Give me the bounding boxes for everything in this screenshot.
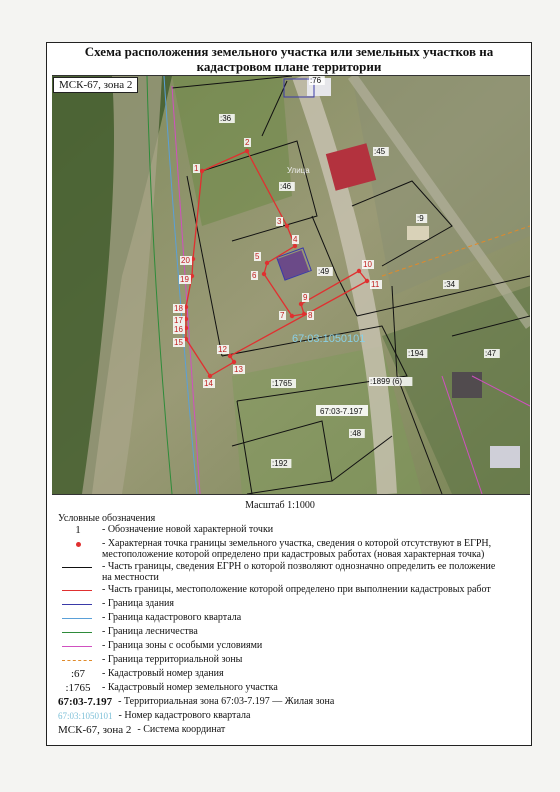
legend-item <box>58 598 498 611</box>
legend-symbol <box>58 626 98 638</box>
legend-item <box>58 710 498 723</box>
road-label: Улица <box>287 166 310 175</box>
parcel-number-label: :48 <box>350 429 362 438</box>
legend-item <box>58 538 498 560</box>
line-sample-icon <box>62 632 92 633</box>
boundary-point-label: 16 <box>174 325 183 334</box>
boundary-point-label: 11 <box>371 280 380 289</box>
legend-text: - Характерная точка границы земельного участка, сведения о которой отсутствуют в ЕГРН, местоположение которой определено при кадастровых работах (новая характерная точка) <box>102 538 492 560</box>
parcel-number-label: :34 <box>444 280 456 289</box>
line-sample-icon <box>62 567 92 568</box>
legend-text: - Кадастровый номер здания <box>102 668 224 679</box>
boundary-point-marker <box>365 279 369 283</box>
parcel-number-label: :47 <box>485 349 497 358</box>
legend-symbol-text: МСК-67, зона 2 <box>58 723 132 736</box>
legend-symbol <box>58 612 98 624</box>
boundary-point-marker <box>208 374 212 378</box>
legend-symbol-text: :67 <box>70 667 86 680</box>
boundary-point-marker <box>200 169 204 173</box>
line-sample-icon <box>62 590 92 591</box>
legend-item <box>58 668 498 681</box>
parcel-number-label: :45 <box>374 147 386 156</box>
red-dot-icon <box>76 542 81 547</box>
boundary-point-label: 15 <box>174 338 183 347</box>
boundary-point-marker <box>265 261 269 265</box>
boundary-point-marker <box>228 354 232 358</box>
boundary-point-label: 18 <box>174 304 183 313</box>
legend-symbol <box>58 640 98 652</box>
boundary-point-label: 12 <box>218 345 227 354</box>
legend-symbol <box>58 710 115 722</box>
legend-item <box>58 696 498 709</box>
map-scale: Масштаб 1:1000 <box>245 500 315 511</box>
map-canvas <box>52 76 530 494</box>
line-sample-icon <box>62 660 92 661</box>
boundary-point-label: 8 <box>308 311 313 320</box>
parcel-number-label: :1899 (6) <box>370 377 403 386</box>
legend-symbol <box>58 584 98 596</box>
zone-label: 67:03-7.197 <box>320 407 363 416</box>
parcel-number-label: :1765 <box>272 379 293 388</box>
parcel-number-label: :192 <box>272 459 288 468</box>
boundary-point-label: 10 <box>363 260 372 269</box>
boundary-point-label: 1 <box>194 164 199 173</box>
boundary-point-marker <box>232 360 236 364</box>
cadastral-map[interactable] <box>52 75 530 495</box>
boundary-point-label: 4 <box>293 235 298 244</box>
boundary-point-label: 5 <box>255 252 260 261</box>
legend-symbol-text: 67:03-7.197 <box>58 695 113 708</box>
legend-symbol <box>58 724 133 736</box>
boundary-point-marker <box>293 244 297 248</box>
boundary-point-label: 19 <box>180 275 189 284</box>
line-sample-icon <box>62 646 92 647</box>
boundary-point-label: 13 <box>234 365 243 374</box>
legend-text: - Граница зоны с особыми условиями <box>102 640 263 651</box>
boundary-point-label: 7 <box>280 311 285 320</box>
coordinate-system-badge: МСК-67, зона 2 <box>53 77 138 93</box>
boundary-point-label: 6 <box>252 271 257 280</box>
parcel-number-label: :36 <box>220 114 232 123</box>
legend-item <box>58 654 498 667</box>
parcel-number-label: :49 <box>318 267 330 276</box>
legend-text: - Граница кадастрового квартала <box>102 612 242 623</box>
boundary-point-marker <box>245 149 249 153</box>
parcel-number-label: :76 <box>310 76 322 85</box>
boundary-point-label: 2 <box>245 138 250 147</box>
legend-symbol <box>58 682 98 694</box>
legend-text: - Обозначение новой характерной точки <box>102 524 274 535</box>
legend-symbol <box>58 598 98 610</box>
legend-item <box>58 640 498 653</box>
parcel-number-label: :9 <box>417 214 424 223</box>
legend-text: - Граница лесничества <box>102 626 198 637</box>
legend-symbol-text: 67:03:1050101 <box>58 710 113 721</box>
legend-symbol <box>58 524 98 536</box>
boundary-point-label: 14 <box>204 379 213 388</box>
legend-item <box>58 724 498 737</box>
legend-item <box>58 682 498 695</box>
parcel-number-label: :194 <box>408 349 424 358</box>
legend-symbol-text: 1 <box>75 523 81 536</box>
legend-symbol <box>58 696 114 708</box>
boundary-point-label: 9 <box>303 293 308 302</box>
legend-text: - Кадастровый номер земельного участка <box>102 682 278 693</box>
boundary-point-label: 17 <box>174 316 183 325</box>
legend-symbol <box>58 538 98 550</box>
legend-item <box>58 524 498 537</box>
boundary-point-label: 3 <box>277 217 282 226</box>
legend-text: - Номер кадастрового квартала <box>118 710 251 721</box>
legend-text: - Часть границы, местоположение которой определено при выполнении кадастровых работ <box>102 584 491 595</box>
document-title: Схема расположения земельного участка или земельных участков на кадастровом плане территории <box>84 44 494 74</box>
legend-text: - Территориальная зона 67:03-7.197 — Жилая зона <box>118 696 335 707</box>
legend-item <box>58 626 498 639</box>
legend-text: - Часть границы, сведения ЕГРН о которой позволяют однозначно определить ее положение на местности <box>102 561 496 583</box>
legend-text: - Система координат <box>137 724 226 735</box>
line-sample-icon <box>62 604 92 605</box>
line-sample-icon <box>62 618 92 619</box>
legend-item <box>58 561 498 583</box>
legend-title: Условные обозначения <box>58 513 156 524</box>
boundary-point-marker <box>262 272 266 276</box>
boundary-point-marker <box>302 312 306 316</box>
boundary-point-marker <box>285 224 289 228</box>
legend <box>58 524 498 738</box>
legend-symbol <box>58 654 98 666</box>
legend-text: - Граница территориальной зоны <box>102 654 243 665</box>
parcel-number-label: :46 <box>280 182 292 191</box>
legend-symbol <box>58 668 98 680</box>
legend-item <box>58 612 498 625</box>
boundary-point-label: 20 <box>181 256 190 265</box>
boundary-point-marker <box>357 269 361 273</box>
legend-symbol-text: :1765 <box>65 681 91 694</box>
legend-item <box>58 584 498 597</box>
boundary-point-marker <box>290 314 294 318</box>
boundary-point-marker <box>299 302 303 306</box>
legend-text: - Граница здания <box>102 598 175 609</box>
legend-symbol <box>58 561 98 573</box>
quarter-number-label: 67:03:1050101 <box>292 333 366 345</box>
